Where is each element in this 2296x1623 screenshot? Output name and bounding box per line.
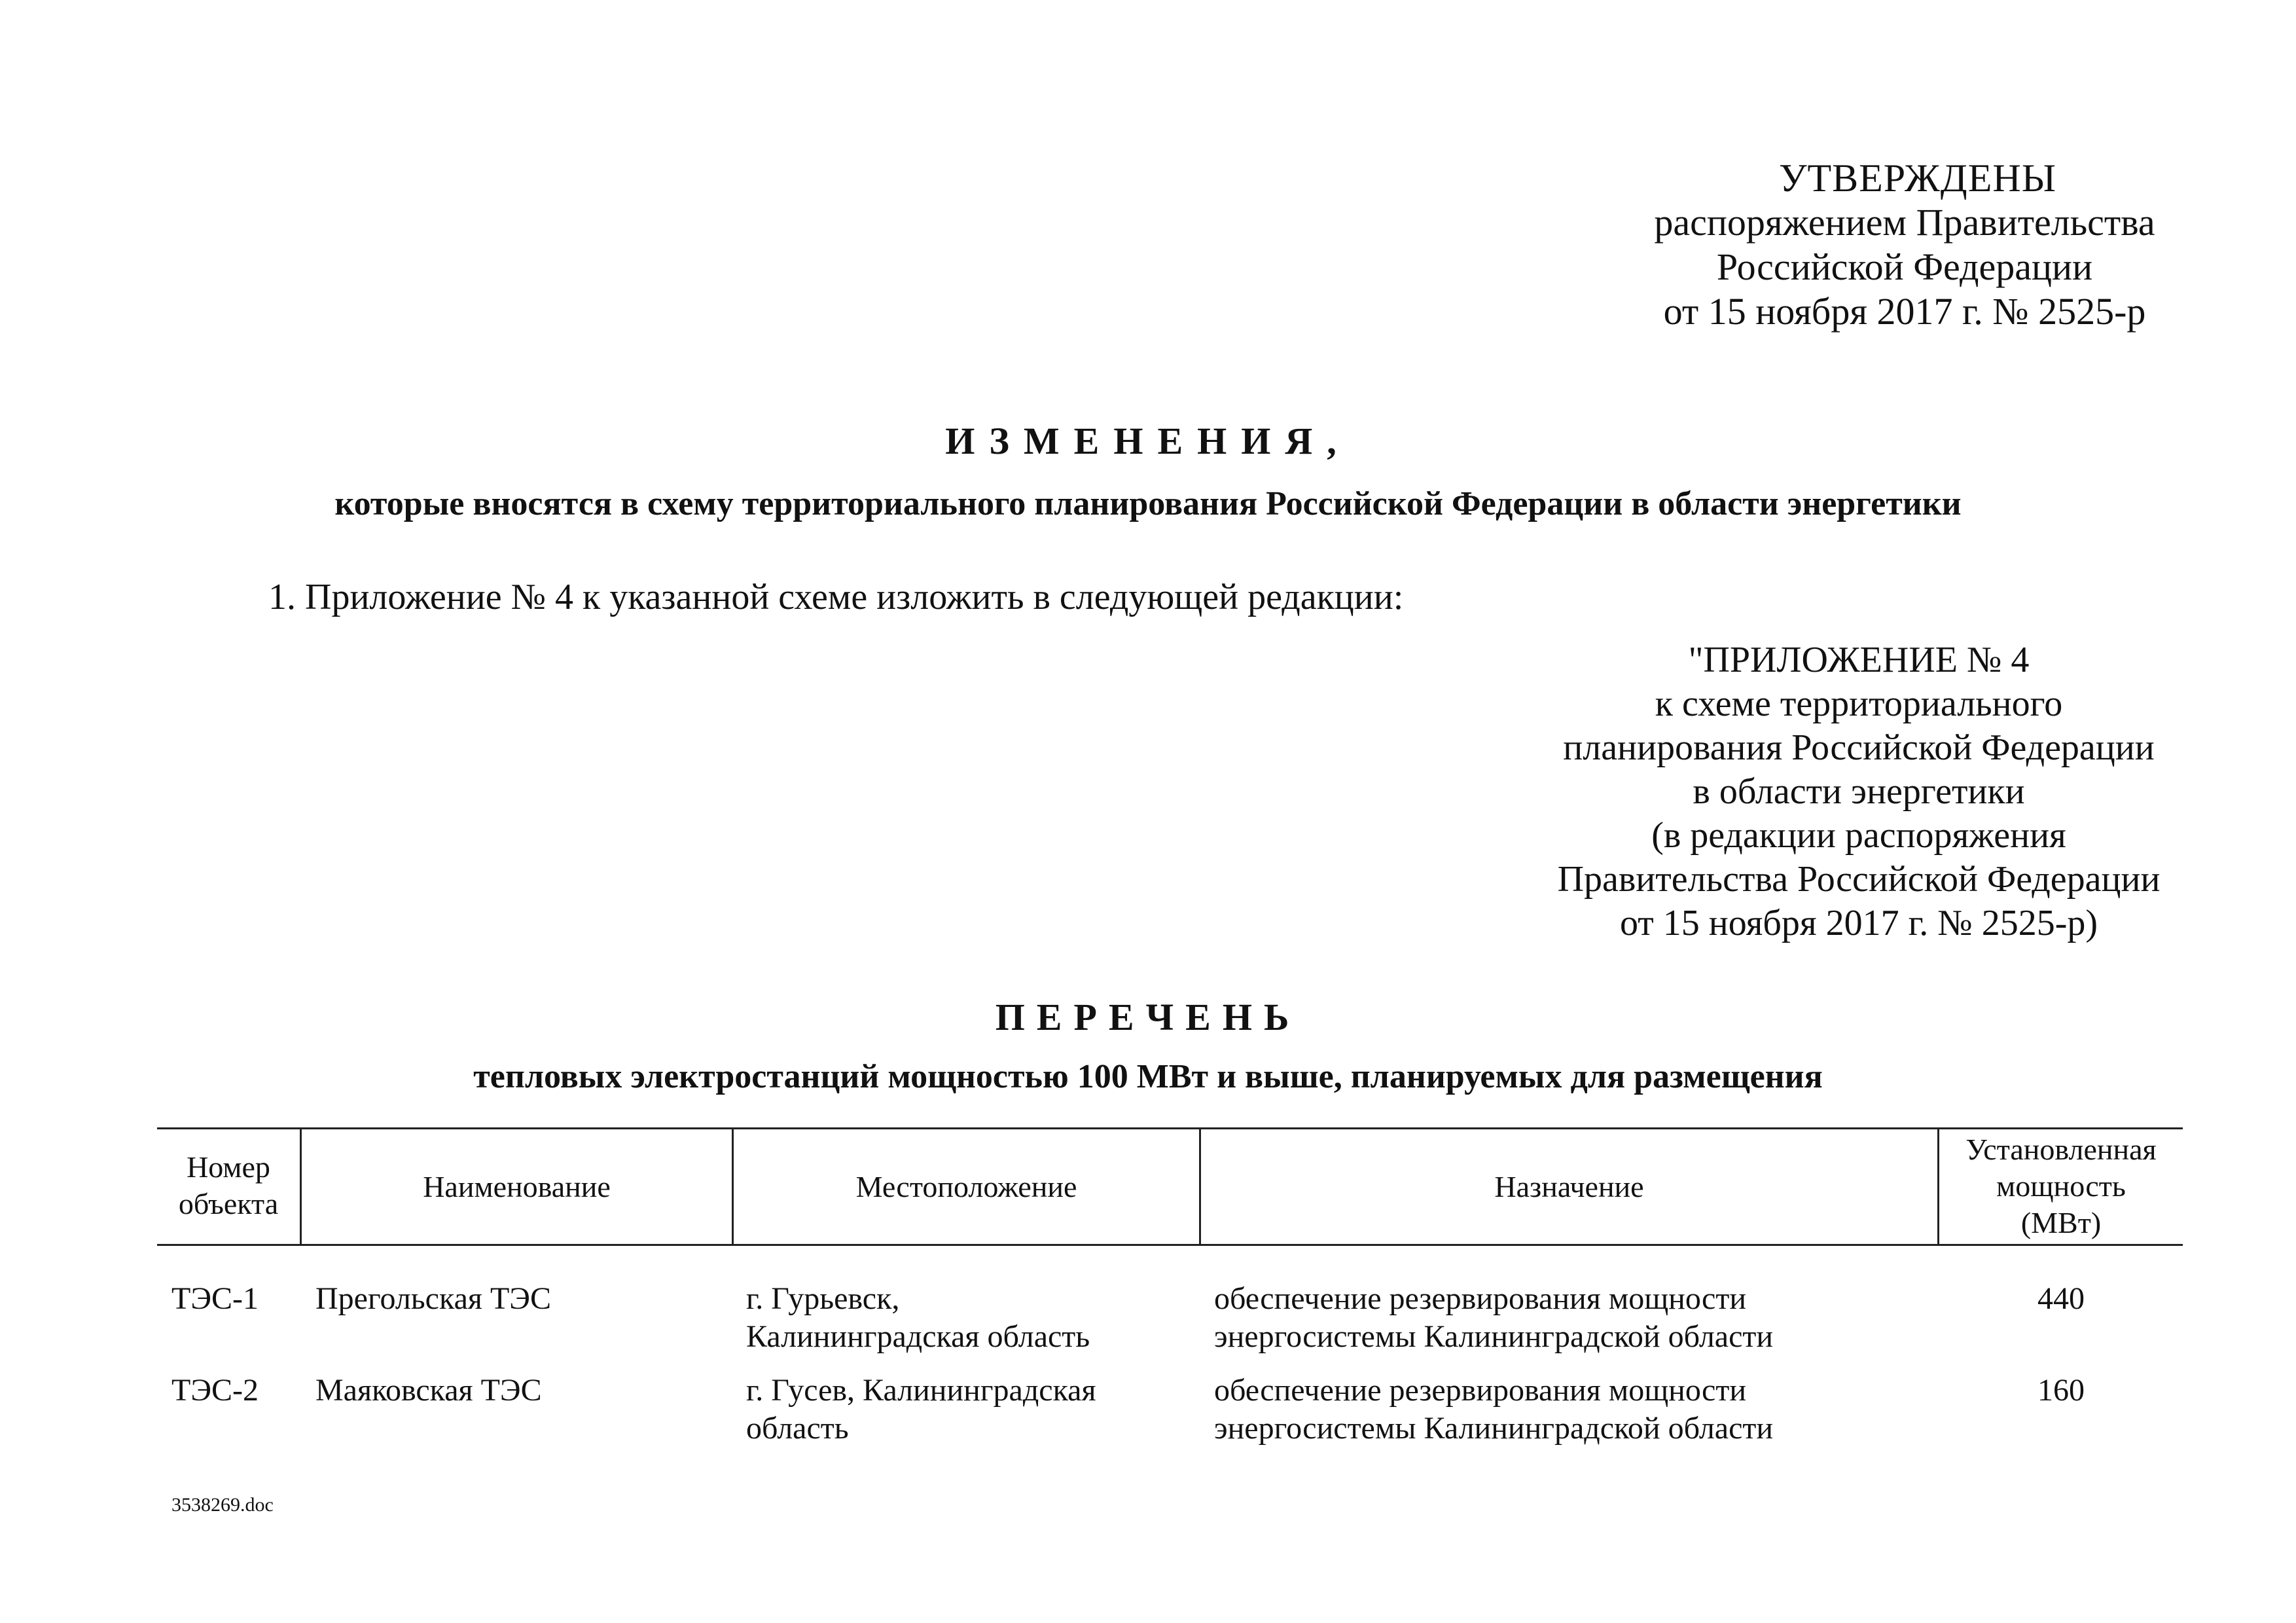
appendix-line: планирования Российской Федерации [1563,727,2155,768]
table-header-rule [157,1244,2183,1246]
appendix-line: в области энергетики [1693,771,2025,812]
table-row-1-number: ТЭС-1 [171,1281,259,1316]
header-number-line: Номер [187,1150,270,1184]
purpose-line: энергосистемы Калининградской области [1214,1319,1774,1354]
purpose-line: энергосистемы Калининградской области [1214,1411,1774,1446]
approval-line: распоряжением Правительства [1654,201,2155,244]
paragraph-item-1: 1. Приложение № 4 к указанной схеме изложить в следующей редакции: [268,577,1404,617]
header-capacity-line: (МВт) [2020,1206,2102,1239]
appendix-block [1518,638,2199,945]
header-name: Наименование [423,1170,611,1203]
table-row-2-name: Маяковская ТЭС [315,1373,542,1408]
header-number [157,1149,300,1222]
location-line: г. Гурьевск, [746,1281,900,1316]
appendix-line: к схеме территориального [1655,684,2063,724]
table-row-1-capacity: 440 [2037,1281,2085,1316]
appendix-line: (в редакции распоряжения [1651,815,2066,856]
header-capacity-line: Установленная [1965,1133,2157,1166]
approval-line: Российской Федерации [1716,246,2093,288]
table-top-rule [157,1127,2183,1129]
document-filename: 3538269.doc [171,1494,274,1516]
table-row-2-number: ТЭС-2 [171,1373,259,1408]
appendix-line: от 15 ноября 2017 г. № 2525-р) [1619,903,2098,943]
table-row-1-purpose [1214,1280,1773,1356]
header-purpose: Назначение [1494,1170,1644,1203]
table-row-2-purpose [1214,1372,1773,1448]
header-capacity [1939,1131,2183,1241]
approval-title: УТВЕРЖДЕНЫ [1778,156,2057,200]
list-subtitle: тепловых электростанций мощностью 100 МВт и выше, планируемых для размещения [473,1058,1823,1095]
location-line: Калининградская область [746,1319,1090,1354]
table-row-1-location [746,1280,1090,1356]
appendix-line: "ПРИЛОЖЕНИЕ № 4 [1688,640,2030,680]
header-capacity-line: мощность [1996,1169,2126,1203]
appendix-line: Правительства Российской Федерации [1557,859,2161,900]
header-number-line: объекта [178,1187,279,1220]
table-row-2-capacity: 160 [2037,1373,2085,1408]
approval-block [1623,156,2186,334]
table-row-2-location [746,1372,1096,1448]
location-line: г. Гусев, Калининградская [746,1373,1096,1408]
changes-title: ИЗМЕНЕНИЯ, [945,420,1351,462]
header-location: Местоположение [855,1170,1077,1203]
list-title: ПЕРЕЧЕНЬ [995,996,1301,1038]
approval-line: от 15 ноября 2017 г. № 2525-р [1663,290,2146,333]
purpose-line: обеспечение резервирования мощности [1214,1281,1746,1316]
table-row-1-name: Прегольская ТЭС [315,1281,551,1316]
location-line: область [746,1411,849,1446]
purpose-line: обеспечение резервирования мощности [1214,1373,1746,1408]
changes-subtitle: которые вносятся в схему территориального планирования Российской Федерации в области энергетики [334,485,1962,522]
